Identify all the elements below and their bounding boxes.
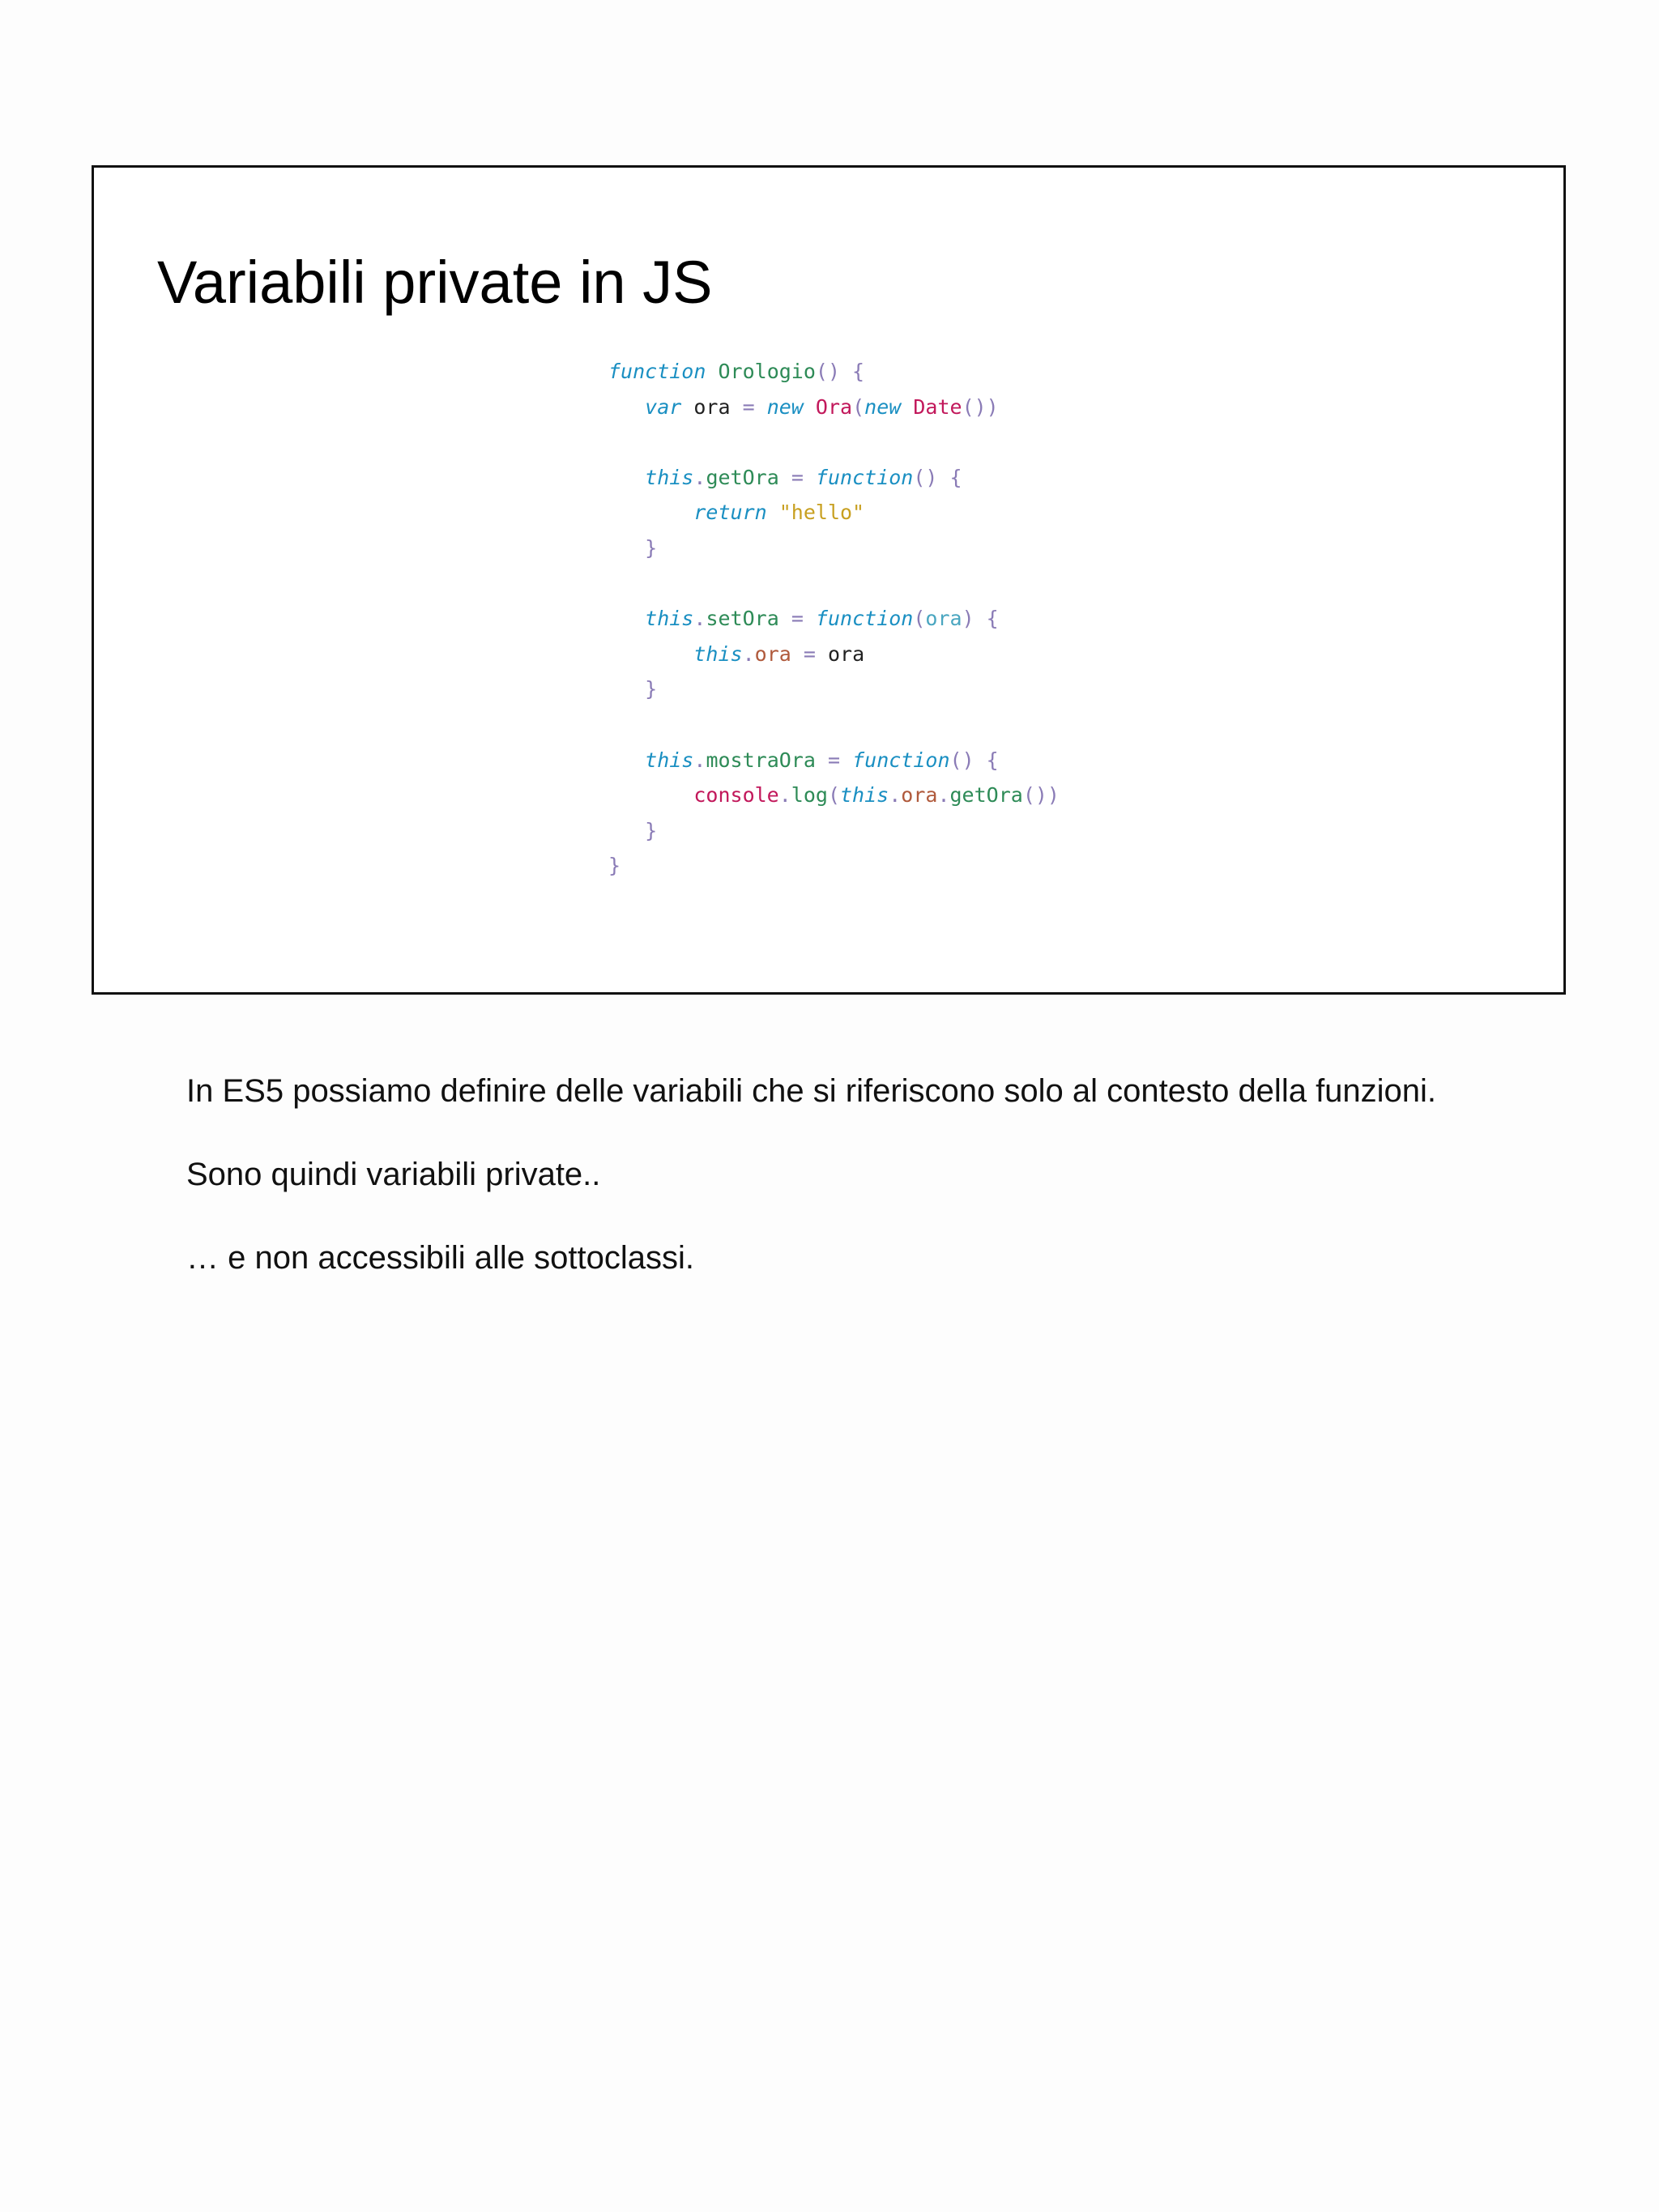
code-line	[608, 743, 1060, 778]
note-paragraph: In ES5 possiamo definire delle variabili che si riferiscono solo al contesto della funzioni.	[186, 1073, 1437, 1109]
code-token: "hello"	[778, 501, 865, 525]
code-token	[608, 819, 645, 842]
code-token: this	[645, 465, 694, 489]
code-line	[608, 813, 1060, 849]
speaker-notes	[186, 1071, 1450, 1321]
code-block	[608, 354, 1060, 884]
code-token: new	[864, 394, 902, 419]
code-token	[608, 466, 645, 489]
code-token: Orologio	[718, 360, 816, 383]
code-token: }	[645, 677, 658, 701]
code-token: .	[693, 465, 706, 489]
code-token: this	[645, 748, 694, 772]
code-token: ora	[925, 607, 962, 631]
code-token: ())	[962, 394, 999, 419]
code-token: ora	[901, 783, 938, 808]
code-token: }	[645, 818, 658, 842]
code-token: (	[852, 394, 865, 419]
note-paragraph: Sono quindi variabili private..	[186, 1157, 601, 1192]
code-token: .	[889, 783, 902, 808]
code-token: setOra	[706, 607, 779, 631]
code-token: ) {	[962, 607, 999, 631]
code-token: .	[937, 783, 950, 808]
code-token	[804, 466, 816, 489]
code-token	[804, 395, 816, 419]
code-token: new	[766, 394, 804, 419]
code-token: getOra	[949, 783, 1023, 808]
code-token	[816, 748, 828, 772]
code-token: .	[693, 748, 706, 772]
code-token: =	[791, 465, 804, 489]
code-token: =	[803, 641, 816, 666]
code-token	[755, 395, 767, 419]
code-token	[779, 466, 791, 489]
code-token: ora	[815, 641, 865, 666]
code-line	[608, 566, 1060, 602]
slide-frame	[92, 165, 1566, 995]
code-token: .	[742, 641, 755, 666]
code-token: () {	[949, 748, 999, 772]
code-token	[840, 748, 852, 772]
code-line	[608, 601, 1060, 637]
code-line	[608, 354, 1060, 390]
code-line	[608, 707, 1060, 743]
slide-title: Variabili private in JS	[157, 249, 713, 316]
code-token: log	[791, 783, 828, 808]
code-token: console	[693, 783, 779, 808]
code-token: =	[827, 748, 841, 772]
code-token	[608, 607, 645, 630]
code-token	[706, 360, 718, 383]
code-token	[804, 607, 816, 630]
code-line	[608, 495, 1060, 531]
code-line	[608, 778, 1060, 813]
code-token: mostraOra	[706, 748, 816, 772]
code-token: function	[608, 360, 706, 383]
code-token: =	[742, 394, 755, 419]
code-line	[608, 671, 1060, 707]
code-token: var	[645, 394, 682, 419]
code-line	[608, 390, 1060, 425]
code-token: (	[913, 607, 926, 631]
code-token: function	[852, 748, 950, 772]
code-line	[608, 531, 1060, 566]
code-line	[608, 424, 1060, 460]
code-token: ora	[681, 394, 743, 419]
code-token: function	[815, 465, 914, 489]
code-token: function	[815, 607, 914, 631]
code-token	[901, 395, 913, 419]
code-token: return	[693, 501, 767, 525]
code-token	[608, 677, 645, 701]
code-token: Date	[913, 394, 962, 419]
code-token: .	[693, 607, 706, 631]
code-token: (	[827, 783, 840, 808]
code-token: this	[840, 783, 889, 808]
code-token	[608, 642, 693, 666]
code-token: .	[778, 783, 791, 808]
code-token: () {	[815, 360, 865, 383]
code-token: }	[645, 535, 658, 560]
code-token: () {	[913, 465, 962, 489]
code-token	[608, 395, 645, 419]
code-token: Ora	[815, 394, 853, 419]
note-paragraph: … e non accessibili alle sottoclassi.	[186, 1240, 694, 1276]
code-token	[608, 536, 645, 560]
code-token	[791, 642, 804, 666]
code-line	[608, 848, 1060, 884]
code-line	[608, 460, 1060, 496]
code-token	[608, 501, 693, 524]
code-token: =	[791, 607, 804, 631]
code-token	[608, 783, 693, 807]
code-token	[608, 748, 645, 772]
code-line	[608, 637, 1060, 672]
code-token	[779, 607, 791, 630]
code-token: this	[693, 641, 743, 666]
code-token: ora	[754, 641, 791, 666]
code-token: }	[608, 854, 621, 878]
code-token	[767, 501, 779, 524]
code-token: getOra	[706, 465, 779, 489]
code-token: ())	[1022, 783, 1060, 808]
code-token: this	[645, 607, 694, 631]
